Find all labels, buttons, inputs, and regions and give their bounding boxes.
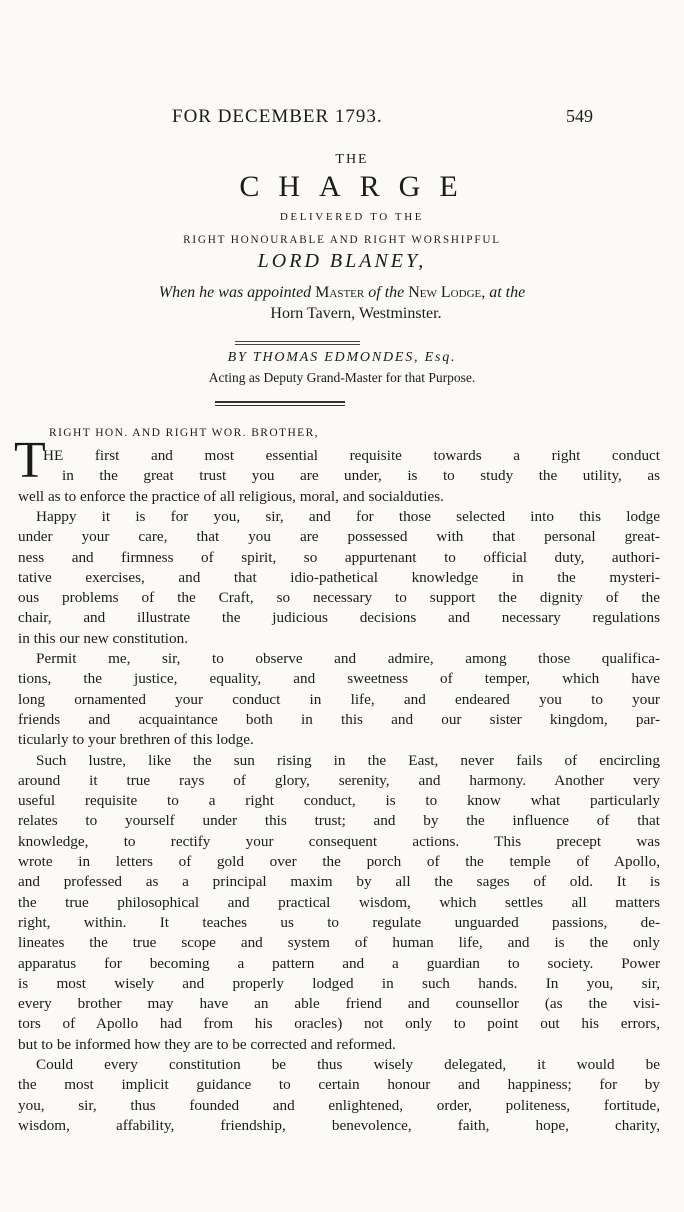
- text-line: ticularly to your brethren of this lodge.: [18, 731, 254, 749]
- text-line: in the great trust you are under, is to study the utility, as: [62, 467, 660, 485]
- text-line: wisdom, affability, friendship, benevolence, faith, hope, charity,: [18, 1116, 660, 1134]
- drop-cap: T: [14, 432, 46, 489]
- text-line: Permit me, sir, to observe and admire, among those qualifica-: [36, 650, 660, 667]
- text-line: chair, and illustrate the judicious decisions and necessary regulations: [18, 609, 660, 627]
- text-line: but to be informed how they are to be corrected and reformed.: [18, 1035, 396, 1053]
- text-line: lineates the true scope and system of human life, and is the only: [18, 934, 660, 952]
- text-line: under your care, that you are possessed with that personal great-: [18, 528, 660, 546]
- page-number: 549: [566, 106, 593, 126]
- title-honourable: RIGHT HONOURABLE AND RIGHT WORSHIPFUL: [183, 234, 501, 246]
- text-line: tative exercises, and that idio-pathetical knowledge in the mysteri-: [18, 568, 660, 586]
- text-line: the most implicit guidance to certain honour and happiness; for by: [18, 1076, 660, 1094]
- acting-line: Acting as Deputy Grand-Master for that Purpose.: [208, 370, 476, 385]
- salutation: RIGHT HON. AND RIGHT WOR. BROTHER,: [49, 427, 319, 439]
- title-appointed: [0, 284, 684, 302]
- text-line: long ornamented your conduct in life, and endeared you to your: [18, 690, 660, 708]
- text-line: tors of Apollo had from his oracles) not only to point out his errors,: [18, 1015, 660, 1033]
- text-line: is most wisely and properly lodged in such hands. In you, sir,: [18, 974, 660, 992]
- divider-rule: [235, 341, 360, 342]
- master-text: Master: [315, 284, 365, 301]
- title-charge: CHARGE: [239, 170, 477, 203]
- title-the: THE: [335, 152, 369, 167]
- text-line: useful requisite to a right conduct, is to know what particularly: [18, 792, 660, 810]
- text-line: and professed as a principal maxim by all the sages of old. It is: [18, 873, 660, 891]
- author-line: BY THOMAS EDMONDES, Esq.: [227, 350, 457, 365]
- of-the-text: of the: [364, 284, 409, 301]
- text-line: well as to enforce the practice of all religious, moral, and socialduties.: [18, 487, 444, 505]
- at-the-text: at the: [485, 284, 526, 301]
- text-line: tions, the justice, equality, and sweetness of temper, which have: [18, 670, 660, 688]
- text-line: Could every constitution be thus wisely delegated, it would be: [36, 1056, 660, 1073]
- text-line: Such lustre, like the sun rising in the East, never fails of encircling: [36, 751, 660, 769]
- divider-rule: [215, 405, 345, 406]
- text-line: every brother may have an able friend and counsellor (as the visi-: [18, 995, 660, 1013]
- text-line: in this our new constitution.: [18, 629, 189, 647]
- text-line: Happy it is for you, sir, and for those selected into this lodge: [36, 507, 660, 525]
- title-lord-blaney: LORD BLANEY,: [257, 250, 427, 272]
- running-head: [0, 106, 684, 132]
- text-line: the true philosophical and practical wisdom, which settles all matters: [18, 893, 660, 911]
- text-line: friends and acquaintance both in this and our sister kingdom, par-: [18, 710, 660, 728]
- title-tavern: Horn Tavern, Westminster.: [270, 305, 442, 322]
- text-line: HE first and most essential requisite towards a right conduct: [43, 447, 660, 464]
- new-lodge-text: New Lodge,: [408, 284, 486, 301]
- divider-rule: [215, 401, 345, 403]
- appointed-pre: When he was appointed: [158, 284, 316, 301]
- text-line: around it true rays of glory, serenity, and harmony. Another very: [18, 771, 660, 789]
- text-line: apparatus for becoming a pattern and a guardian to society. Power: [18, 954, 660, 972]
- text-line: you, sir, thus founded and enlightened, order, politeness, fortitude,: [18, 1096, 660, 1114]
- text-line: right, within. It teaches us to regulate unguarded passions, de-: [18, 913, 660, 931]
- text-line: wrote in letters of gold over the porch of the temple of Apollo,: [18, 853, 660, 870]
- text-line: ous problems of the Craft, so necessary to support the dignity of the: [18, 589, 660, 607]
- title-delivered: DELIVERED TO THE: [279, 211, 425, 223]
- text-line: ness and firmness of spirit, so appurtenant to official duty, authori-: [18, 548, 660, 566]
- divider-rule: [235, 344, 360, 345]
- running-title: FOR DECEMBER 1793.: [172, 106, 383, 127]
- text-line: relates to yourself under this trust; and by the influence of that: [18, 812, 660, 830]
- text-line: knowledge, to rectify your consequent actions. This precept was: [18, 832, 660, 850]
